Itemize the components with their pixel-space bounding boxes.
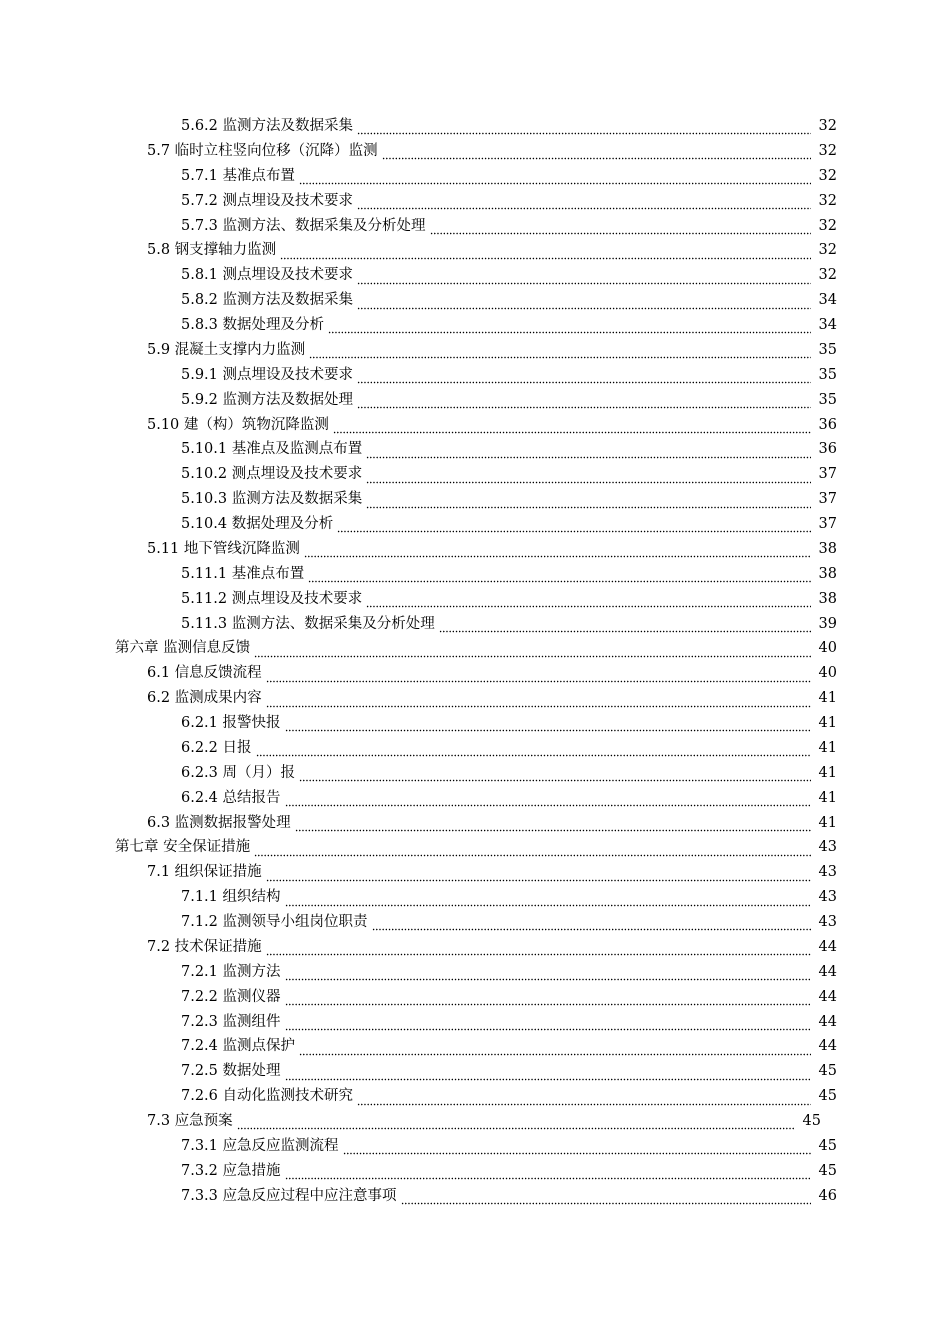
toc-entry-7-2-5[interactable] [0,1059,837,1084]
toc-entry-7-1-1[interactable] [0,885,837,910]
toc-entry-label: 5.10.3 监测方法及数据采集 [181,491,363,508]
toc-entry-label: 7.2.6 自动化监测技术研究 [181,1088,354,1105]
toc-entry-label: 7.2.4 监测点保护 [181,1038,296,1055]
toc-entry-page: 38 [818,540,837,557]
toc-entry-label: 5.9 混凝土支撑内力监测 [147,341,306,358]
toc-entry-5-11-1[interactable] [0,562,837,587]
toc-entry-7-1-2[interactable] [0,910,837,935]
toc-entry-page: 44 [818,963,837,980]
dot-leader [266,698,811,708]
toc-entry-label: 7.1.1 组织结构 [181,889,281,906]
dot-leader [285,996,811,1006]
toc-entry-label: 5.11.2 测点埋设及技术要求 [181,590,363,607]
toc-entry-page: 41 [818,690,837,707]
dot-leader [357,300,811,310]
toc-entry-page: 43 [818,889,837,906]
toc-entry-7-2-4[interactable] [0,1034,837,1059]
dot-leader [299,1046,811,1056]
dot-leader [266,673,811,683]
toc-entry-7-2-2[interactable] [0,985,837,1010]
dot-leader [280,250,811,260]
toc-entry-label: 7.1 组织保证措施 [147,864,262,881]
toc-entry-label: 5.11 地下管线沉降监测 [147,540,300,557]
toc-entry-label: 5.10.4 数据处理及分析 [181,516,334,532]
toc-entry-5-7-3[interactable] [0,214,837,239]
table-of-contents [0,114,950,1209]
toc-entry-page: 32 [818,142,837,159]
toc-entry-page: 45 [802,1113,821,1129]
toc-entry-label: 7.2 技术保证措施 [147,938,262,955]
toc-entry-page: 41 [818,789,837,806]
toc-entry-page: 41 [818,715,837,731]
toc-entry-5-10-4[interactable] [0,512,837,537]
toc-entry-page: 37 [818,516,837,532]
dot-leader [299,772,811,782]
toc-entry-page: 40 [818,640,837,657]
toc-entry-page: 32 [818,267,837,284]
toc-entry-label: 7.1.2 监测领导小组岗位职责 [181,914,368,930]
toc-entry-label: 5.11.1 基准点布置 [181,565,305,582]
dot-leader [328,324,811,334]
dot-leader [366,449,811,459]
toc-entry-7-2-6[interactable] [0,1084,837,1109]
toc-entry-7-3-2[interactable] [0,1159,837,1184]
toc-entry-7-1[interactable] [0,860,837,885]
toc-entry-label: 6.2 监测成果内容 [147,690,262,707]
toc-entry-6-2-4[interactable] [0,786,837,811]
toc-entry-page: 35 [818,366,837,383]
toc-entry-label: 5.10 建（构）筑物沉降监测 [147,416,329,433]
toc-entry-label: 5.11.3 监测方法、数据采集及分析处理 [181,615,435,632]
toc-entry-6-3[interactable] [0,811,837,836]
dot-leader [254,648,811,658]
toc-entry-6-2-3[interactable] [0,761,837,786]
dot-leader [357,125,811,135]
toc-entry-label: 6.3 监测数据报警处理 [147,814,291,831]
dot-leader [343,1145,811,1155]
toc-entry-5-7[interactable] [0,139,837,164]
toc-entry-label: 7.3 应急预案 [147,1113,233,1129]
dot-leader [285,971,811,981]
toc-entry-label: 第六章 监测信息反馈 [115,640,251,657]
toc-entry-5-11[interactable] [0,537,837,562]
toc-entry-page: 45 [818,1162,837,1179]
dot-leader [285,797,811,807]
toc-entry-7-3[interactable] [0,1109,821,1134]
toc-entry-page: 35 [818,391,837,408]
dot-leader [439,623,811,633]
dot-leader [372,921,811,931]
toc-entry-5-10[interactable] [0,413,837,438]
toc-entry-page: 37 [818,491,837,508]
toc-entry-5-10-1[interactable] [0,437,837,462]
dot-leader [337,523,811,533]
toc-entry-page: 32 [818,192,837,209]
toc-entry-5-8-1[interactable] [0,263,837,288]
toc-entry-page: 38 [818,590,837,607]
toc-entry-5-7-1[interactable] [0,164,837,189]
dot-leader [256,747,811,757]
dot-leader [401,1195,811,1205]
toc-entry-page: 36 [818,441,837,458]
toc-entry-5-8-3[interactable] [0,313,837,338]
toc-entry-page: 45 [818,1088,837,1105]
toc-entry-5-8-2[interactable] [0,288,837,313]
toc-entry-5-9-2[interactable] [0,388,837,413]
toc-entry-page: 32 [818,242,837,259]
toc-entry-label: 5.9.1 测点埋设及技术要求 [181,366,354,383]
toc-entry-label: 5.7.1 基准点布置 [181,167,296,184]
toc-entry-5-9[interactable] [0,338,837,363]
dot-leader [285,1071,811,1081]
toc-entry-6-2-1[interactable] [0,711,837,736]
toc-entry-7-3-1[interactable] [0,1134,837,1159]
toc-entry-label: 7.3.2 应急措施 [181,1162,281,1179]
toc-entry-page: 38 [818,565,837,582]
toc-entry-label: 5.8 钢支撑轴力监测 [147,242,277,259]
toc-entry-page: 32 [818,167,837,184]
dot-leader [237,1120,795,1130]
dot-leader [366,474,811,484]
toc-entry-label: 5.7.2 测点埋设及技术要求 [181,192,354,209]
toc-entry-label: 6.1 信息反馈流程 [147,665,262,682]
dot-leader [304,548,811,558]
dot-leader [333,424,811,434]
dot-leader [308,573,811,583]
toc-entry-page: 39 [818,615,837,632]
toc-entry-page: 35 [818,341,837,358]
toc-entry-5-11-3[interactable] [0,612,837,637]
toc-entry-7-2-1[interactable] [0,960,837,985]
dot-leader [285,722,811,732]
toc-entry-page: 45 [818,1063,837,1080]
toc-entry-label: 7.3.3 应急反应过程中应注意事项 [181,1187,397,1204]
toc-entry-6-2[interactable] [0,686,837,711]
toc-entry-page: 41 [818,814,837,831]
toc-entry-page: 41 [818,739,837,756]
toc-entry-page: 32 [818,217,837,234]
toc-entry-label: 5.8.1 测点埋设及技术要求 [181,267,354,284]
dot-leader [357,275,811,285]
toc-entry-label: 6.2.4 总结报告 [181,789,281,806]
toc-entry-7-2[interactable] [0,935,837,960]
dot-leader [285,897,811,907]
toc-entry-page: 34 [818,317,837,333]
toc-entry-6-1[interactable] [0,661,837,686]
toc-entry-label: 5.6.2 监测方法及数据采集 [181,118,354,134]
toc-entry-page: 43 [818,839,837,856]
dot-leader [366,598,811,608]
dot-leader [266,872,811,882]
dot-leader [357,399,811,409]
toc-entry-label: 5.8.2 监测方法及数据采集 [181,292,354,309]
toc-entry-7-2-3[interactable] [0,1010,837,1035]
toc-entry-label: 5.9.2 监测方法及数据处理 [181,391,354,408]
toc-entry-page: 44 [818,988,837,1005]
toc-entry-label: 6.2.2 日报 [181,739,252,756]
toc-entry-page: 44 [818,1013,837,1030]
toc-entry-label: 7.2.3 监测组件 [181,1013,281,1030]
toc-entry-5-10-2[interactable] [0,462,837,487]
toc-entry-page: 43 [818,914,837,930]
toc-entry-page: 46 [818,1187,837,1204]
toc-entry-label: 5.7 临时立柱竖向位移（沉降）监测 [147,142,378,159]
toc-entry-page: 44 [818,938,837,955]
toc-entry-label: 5.7.3 监测方法、数据采集及分析处理 [181,217,426,234]
dot-leader [357,200,811,210]
toc-entry-page: 41 [818,764,837,781]
dot-leader [366,499,811,509]
dot-leader [309,349,811,359]
dot-leader [430,225,811,235]
toc-entry-page: 32 [818,118,837,134]
toc-entry-label: 6.2.1 报警快报 [181,715,281,731]
dot-leader [266,946,811,956]
toc-entry-label: 5.8.3 数据处理及分析 [181,317,325,333]
dot-leader [299,175,811,185]
toc-entry-label: 5.10.2 测点埋设及技术要求 [181,466,363,483]
toc-entry-5-7-2[interactable] [0,189,837,214]
toc-entry-5-8[interactable] [0,238,837,263]
toc-entry-5-10-3[interactable] [0,487,837,512]
toc-entry-page: 44 [818,1038,837,1055]
dot-leader [295,822,811,832]
dot-leader [254,847,811,857]
dot-leader [285,1021,811,1031]
toc-entry-chapter-7[interactable] [0,835,837,860]
toc-entry-page: 45 [818,1137,837,1154]
toc-entry-7-3-3[interactable] [0,1184,837,1209]
toc-entry-chapter-6[interactable] [0,636,837,661]
toc-entry-label: 5.10.1 基准点及监测点布置 [181,441,363,458]
toc-entry-6-2-2[interactable] [0,736,837,761]
toc-entry-label: 第七章 安全保证措施 [115,839,251,856]
dot-leader [357,1096,811,1106]
toc-entry-label: 7.3.1 应急反应监测流程 [181,1137,339,1154]
toc-entry-label: 7.2.5 数据处理 [181,1063,281,1080]
dot-leader [357,374,811,384]
toc-entry-label: 7.2.1 监测方法 [181,963,281,980]
dot-leader [285,1170,811,1180]
toc-entry-page: 34 [818,292,837,309]
toc-entry-5-11-2[interactable] [0,587,837,612]
toc-entry-page: 37 [818,466,837,483]
toc-entry-label: 7.2.2 监测仪器 [181,988,281,1005]
toc-entry-page: 36 [818,416,837,433]
toc-entry-page: 43 [818,864,837,881]
toc-entry-5-9-1[interactable] [0,363,837,388]
toc-entry-page: 40 [818,665,837,682]
toc-entry-label: 6.2.3 周（月）报 [181,764,296,781]
toc-entry-5-6-2[interactable] [0,114,837,139]
dot-leader [382,150,811,160]
